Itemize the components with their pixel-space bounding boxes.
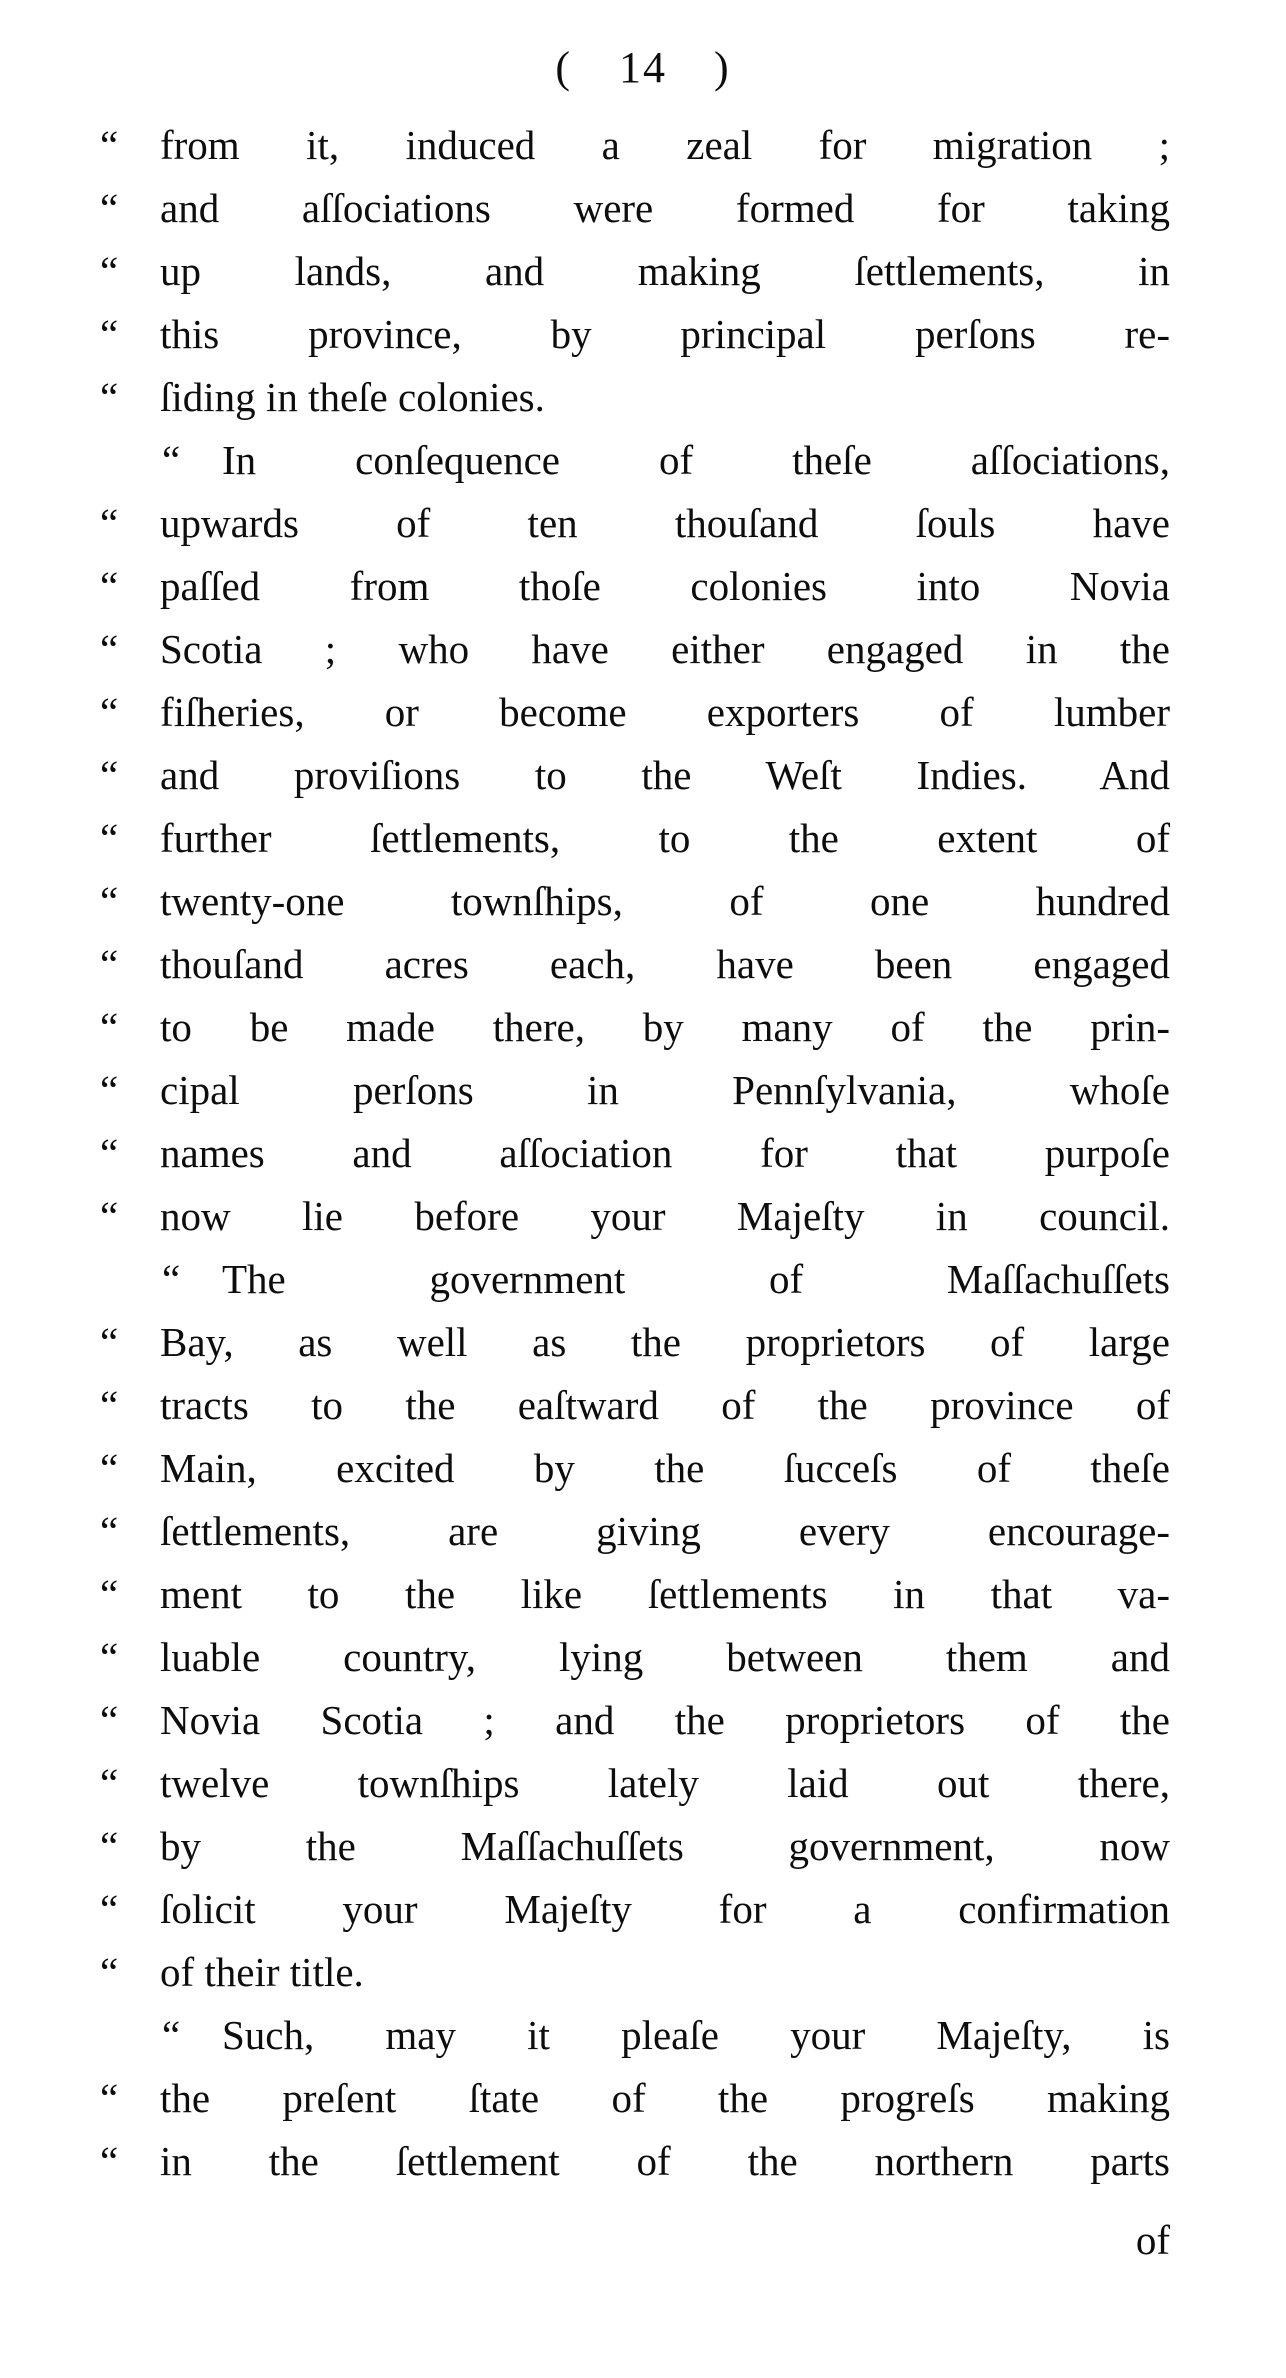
text-line (100, 1626, 1170, 1689)
line-text: Scotia ; who have either engaged in the (160, 626, 1170, 672)
line-text: In conſequence of theſe aſſociations, (222, 437, 1170, 483)
line-text: in the ſettlement of the northern parts (160, 2138, 1170, 2184)
quote-mark: “ (100, 2075, 115, 2121)
quote-mark: “ (100, 1445, 115, 1491)
line-text: tracts to the eaſtward of the province of (160, 1382, 1170, 1428)
line-text: names and aſſociation for that purpoſe (160, 1130, 1170, 1176)
line-text: Novia Scotia ; and the proprietors of the (160, 1697, 1170, 1743)
line-text: twenty-one townſhips, of one hundred (160, 878, 1170, 924)
quote-mark: “ (100, 1508, 115, 1554)
text-line (100, 996, 1170, 1059)
text-line (100, 1689, 1170, 1752)
line-text: thouſand acres each, have been engaged (160, 941, 1170, 987)
text-line (100, 1185, 1170, 1248)
quote-mark: “ (100, 1760, 115, 1806)
catchword-row (100, 2209, 1198, 2272)
text-line (100, 1563, 1170, 1626)
text-block (100, 114, 1170, 2193)
line-text: from it, induced a zeal for migration ; (160, 122, 1170, 168)
text-line (100, 870, 1170, 933)
quote-mark: “ (162, 2012, 177, 2058)
line-text: Main, excited by the ſucceſs of theſe (160, 1445, 1170, 1491)
line-text: ſolicit your Majeſty for a confirmation (160, 1886, 1170, 1932)
quote-mark: “ (100, 1823, 115, 1869)
quote-mark: “ (100, 1571, 115, 1617)
text-line (100, 2130, 1170, 2193)
text-line (100, 681, 1170, 744)
text-line (100, 1311, 1170, 1374)
quote-mark: “ (100, 1382, 115, 1428)
quote-mark: “ (100, 500, 115, 546)
line-text: Such, may it pleaſe your Majeſty, is (222, 2012, 1170, 2058)
line-text: ſiding in theſe colonies. (160, 374, 545, 420)
quote-mark: “ (100, 1130, 115, 1176)
quote-mark: “ (100, 563, 115, 609)
quote-mark: “ (100, 374, 115, 420)
text-line (100, 303, 1170, 366)
quote-mark: “ (100, 1886, 115, 1932)
line-text: now lie before your Majeſty in council. (160, 1193, 1170, 1239)
line-text: and aſſociations were formed for taking (160, 185, 1170, 231)
text-line (100, 1374, 1170, 1437)
quote-mark: “ (100, 1004, 115, 1050)
line-text: by the Maſſachuſſets government, now (160, 1823, 1170, 1869)
quote-mark: “ (100, 941, 115, 987)
line-text: up lands, and making ſettlements, in (160, 248, 1170, 294)
quote-mark: “ (162, 1256, 177, 1302)
line-text: further ſettlements, to the extent of (160, 815, 1170, 861)
line-text: luable country, lying between them and (160, 1634, 1170, 1680)
text-line (100, 177, 1170, 240)
quote-mark: “ (100, 626, 115, 672)
quote-mark: “ (100, 122, 115, 168)
line-text: the preſent ſtate of the progreſs making (160, 2075, 1170, 2121)
quote-mark: “ (100, 878, 115, 924)
quote-mark: “ (100, 1193, 115, 1239)
text-line (100, 2004, 1170, 2067)
quote-mark: “ (162, 437, 177, 483)
text-line (100, 1437, 1170, 1500)
line-text: fiſheries, or become exporters of lumber (160, 689, 1170, 735)
quote-mark: “ (100, 2138, 115, 2184)
quote-mark: “ (100, 1319, 115, 1365)
quote-mark: “ (100, 1697, 115, 1743)
line-text: ſettlements, are giving every encourage- (160, 1508, 1170, 1554)
text-line (100, 1122, 1170, 1185)
line-text: twelve townſhips lately laid out there, (160, 1760, 1170, 1806)
text-line (100, 2067, 1170, 2130)
line-text: cipal perſons in Pennſylvania, whoſe (160, 1067, 1170, 1113)
line-text: of their title. (160, 1949, 364, 1995)
quote-mark: “ (100, 1949, 115, 1995)
text-line (100, 1059, 1170, 1122)
text-line (100, 492, 1170, 555)
text-line (100, 618, 1170, 681)
text-line (100, 1878, 1170, 1941)
text-line (100, 555, 1170, 618)
line-text: The government of Maſſachuſſets (222, 1256, 1170, 1302)
quote-mark: “ (100, 311, 115, 357)
quote-mark: “ (100, 248, 115, 294)
text-line (100, 366, 1170, 429)
line-text: upwards of ten thouſand ſouls have (160, 500, 1170, 546)
text-line (100, 429, 1170, 492)
line-text: this province, by principal perſons re- (160, 311, 1170, 357)
quote-mark: “ (100, 689, 115, 735)
text-line (100, 1815, 1170, 1878)
line-text: Bay, as well as the proprietors of large (160, 1319, 1170, 1365)
quote-mark: “ (100, 185, 115, 231)
page-number: ( 14 ) (555, 43, 731, 92)
quote-mark: “ (100, 1634, 115, 1680)
text-line (100, 807, 1170, 870)
text-line (100, 1248, 1170, 1311)
text-line (100, 1941, 1170, 2004)
text-line (100, 240, 1170, 303)
line-text: to be made there, by many of the prin- (160, 1004, 1170, 1050)
quote-mark: “ (100, 752, 115, 798)
text-line (100, 933, 1170, 996)
text-line (100, 114, 1170, 177)
line-text: ment to the like ſettlements in that va- (160, 1571, 1170, 1617)
line-text: and proviſions to the Weſt Indies. And (160, 752, 1170, 798)
quote-mark: “ (100, 815, 115, 861)
quote-mark: “ (100, 1067, 115, 1113)
catchword: of (1135, 2217, 1170, 2263)
text-line (100, 1752, 1170, 1815)
text-line (100, 744, 1170, 807)
line-text: paſſed from thoſe colonies into Novia (160, 563, 1170, 609)
text-line (100, 1500, 1170, 1563)
